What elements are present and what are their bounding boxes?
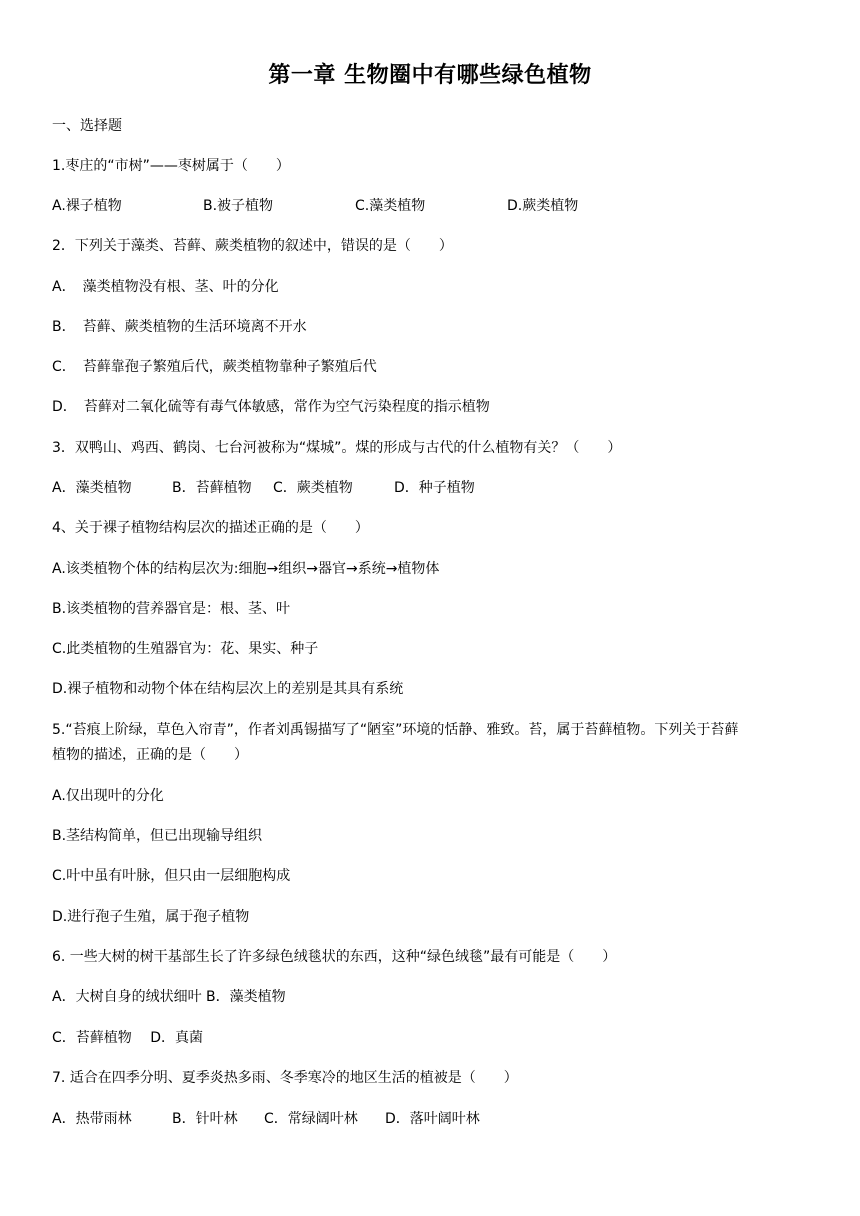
question-3-option-a: A．藻类植物 xyxy=(52,480,132,496)
question-7-option-b: B．针叶林 xyxy=(172,1111,238,1127)
question-5-option-b: B.茎结构简单，但已出现输导组织 xyxy=(52,828,263,844)
question-4-option-b: B.该类植物的营养器官是：根、茎、叶 xyxy=(52,601,291,617)
question-4-stem: 4、关于裸子植物结构层次的描述正确的是（ ） xyxy=(52,520,369,536)
question-4-option-c: C.此类植物的生殖器官为：花、果实、种子 xyxy=(52,641,319,657)
question-5-option-a: A.仅出现叶的分化 xyxy=(52,788,164,804)
question-5-option-c: C.叶中虽有叶脉，但只由一层细胞构成 xyxy=(52,868,291,884)
question-2-option-d: D． 苔藓对二氧化硫等有毒气体敏感，常作为空气污染程度的指示植物 xyxy=(52,399,490,415)
question-2-option-b: B． 苔藓、蕨类植物的生活环境离不开水 xyxy=(52,319,307,335)
question-7-option-d: D．落叶阔叶林 xyxy=(385,1111,480,1127)
question-1-option-c: C.藻类植物 xyxy=(355,198,426,214)
question-5-stem-line-1: 5.“苔痕上阶绿，草色入帘青”，作者刘禹锡描写了“陋室”环境的恬静、雅致。苔，属于苔藓植物。下列关于苔藓 xyxy=(52,722,739,738)
question-1-option-a: A.裸子植物 xyxy=(52,198,122,214)
question-5-stem-line-2: 植物的描述，正确的是（ ） xyxy=(52,747,248,763)
question-6-options-line-2: C．苔藓植物 D．真菌 xyxy=(52,1030,204,1046)
question-7-option-c: C．常绿阔叶林 xyxy=(264,1111,358,1127)
question-7-stem: 7. 适合在四季分明、夏季炎热多雨、冬季寒冷的地区生活的植被是（ ） xyxy=(52,1070,518,1086)
question-2-stem: 2．下列关于藻类、苔藓、蕨类植物的叙述中，错误的是（ ） xyxy=(52,238,453,254)
page-title: 第一章 生物圈中有哪些绿色植物 xyxy=(268,63,592,88)
question-1-option-b: B.被子植物 xyxy=(203,198,274,214)
question-2-option-c: C． 苔藓靠孢子繁殖后代，蕨类植物靠种子繁殖后代 xyxy=(52,359,377,375)
section-heading: 一、选择题 xyxy=(52,118,122,134)
question-7-option-a: A．热带雨林 xyxy=(52,1111,132,1127)
question-6-options-line-1: A．大树自身的绒状细叶 B．藻类植物 xyxy=(52,989,286,1005)
question-1-option-d: D.蕨类植物 xyxy=(507,198,579,214)
question-3-option-b: B．苔藓植物 xyxy=(172,480,252,496)
question-3-option-c: C．蕨类植物 xyxy=(273,480,353,496)
question-2-option-a: A． 藻类植物没有根、茎、叶的分化 xyxy=(52,279,279,295)
question-1-stem: 1.枣庄的“市树”——枣树属于（ ） xyxy=(52,158,290,174)
question-3-option-d: D．种子植物 xyxy=(394,480,475,496)
question-4-option-d: D.裸子植物和动物个体在结构层次上的差别是其具有系统 xyxy=(52,681,404,697)
question-4-option-a: A.该类植物个体的结构层次为:细胞→组织→器官→系统→植物体 xyxy=(52,561,440,577)
question-6-stem: 6. 一些大树的树干基部生长了许多绿色绒毯状的东西，这种“绿色绒毯”最有可能是（ ） xyxy=(52,949,617,965)
question-3-stem: 3．双鸭山、鸡西、鹤岗、七台河被称为“煤城”。煤的形成与古代的什么植物有关？（ ） xyxy=(52,440,622,456)
question-5-option-d: D.进行孢子生殖，属于孢子植物 xyxy=(52,909,250,925)
